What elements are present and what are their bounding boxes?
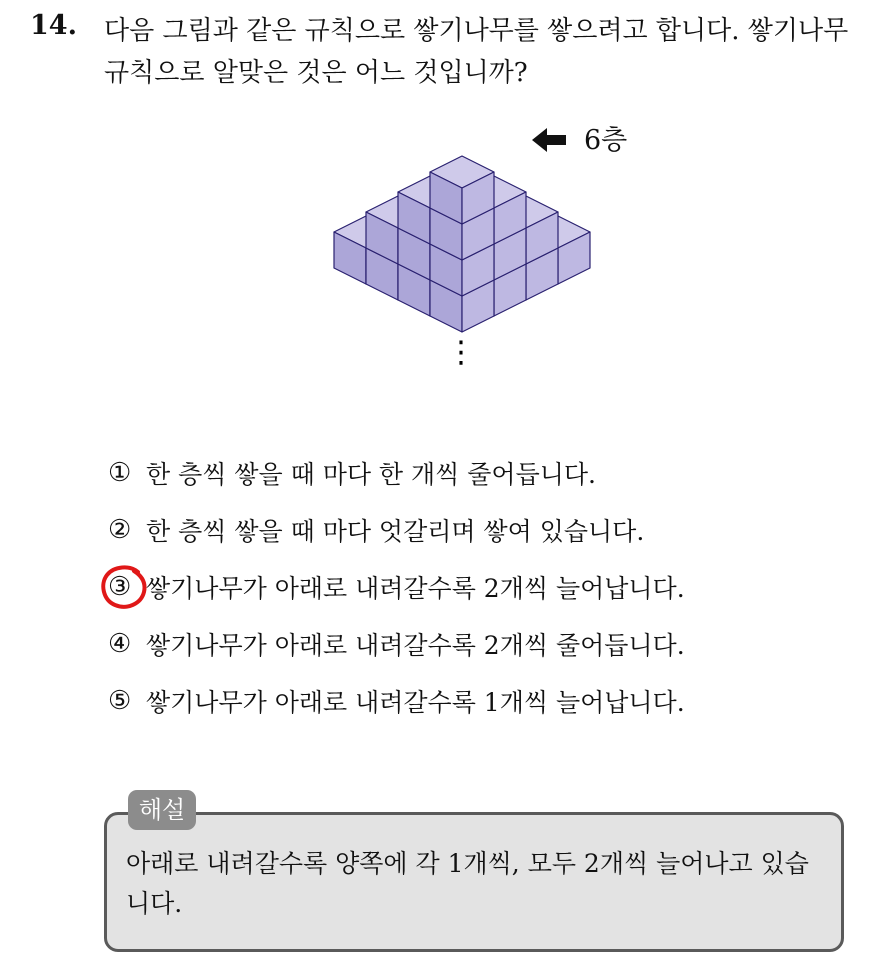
choice-4-mark: ④: [108, 628, 132, 659]
solution-text: [126, 844, 826, 924]
question-line-1: 다음 그림과 같은 규칙으로 쌓기나무를 쌓으려고 합니다. 쌓기나무: [104, 16, 849, 46]
solution-line-2: 니다.: [126, 889, 183, 918]
choice-1-mark: ①: [108, 457, 132, 488]
choice-5-text: 쌓기나무가 아래로 내려갈수록 1개씩 늘어납니다.: [146, 687, 685, 717]
choice-4[interactable]: [108, 615, 685, 672]
ellipsis: ⋮: [446, 335, 476, 370]
question-number: 14.: [30, 10, 77, 41]
choice-1[interactable]: [108, 444, 685, 501]
arrow-left-icon: [532, 126, 566, 154]
solution-tag: 해설: [128, 790, 196, 830]
choice-3-text: 쌓기나무가 아래로 내려갈수록 2개씩 늘어납니다.: [146, 573, 685, 603]
choice-5[interactable]: [108, 672, 685, 729]
solution-line-1: 아래로 내려갈수록 양쪽에 각 1개씩, 모두 2개씩 늘어나고 있습: [126, 849, 809, 878]
question-line-2: 규칙으로 알맞은 것은 어느 것입니까?: [104, 58, 528, 88]
choice-2-text: 한 층씩 쌓을 때 마다 엇갈리며 쌓여 있습니다.: [146, 516, 645, 546]
choice-list: [108, 444, 685, 729]
layer-label: 6층: [584, 125, 628, 156]
choice-2[interactable]: [108, 501, 685, 558]
choice-3[interactable]: [108, 558, 685, 615]
choice-2-mark: ②: [108, 514, 132, 545]
question-text: [104, 10, 874, 94]
choice-4-text: 쌓기나무가 아래로 내려갈수록 2개씩 줄어듭니다.: [146, 630, 685, 660]
choice-3-mark: ③: [108, 571, 132, 602]
choice-1-text: 한 층씩 쌓을 때 마다 한 개씩 줄어듭니다.: [146, 459, 596, 489]
choice-5-mark: ⑤: [108, 685, 132, 716]
